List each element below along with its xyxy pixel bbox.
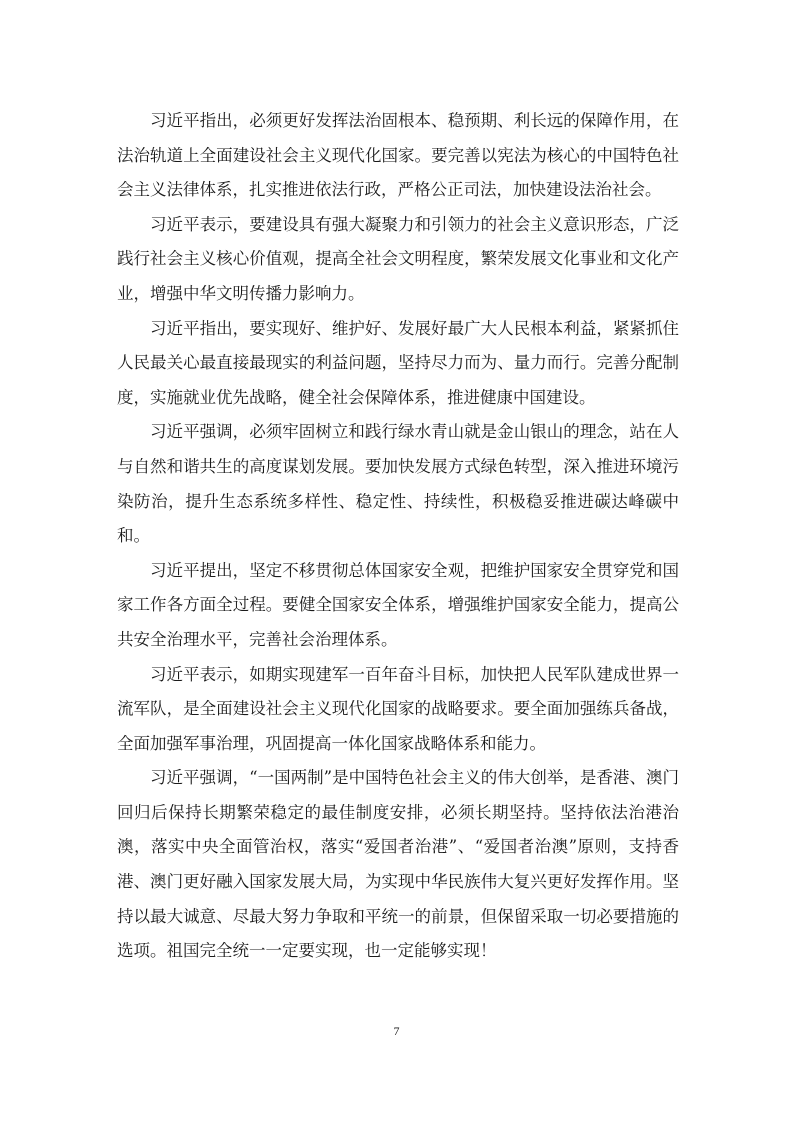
paragraph: 习近平提出，坚定不移贯彻总体国家安全观，把维护国家安全贯穿党和国家工作各方面全过程。要健全国家安全体系，增强维护国家安全能力，提高公共安全治理水平，完善社会治理体系。 <box>117 560 679 649</box>
page-number: 7 <box>393 1024 400 1038</box>
paragraph: 习近平指出，要实现好、维护好、发展好最广大人民根本利益，紧紧抓住人民最关心最直接最现实的利益问题，坚持尽力而为、量力而行。完善分配制度，实施就业优先战略，健全社会保障体系，推进健康中国建设。 <box>117 318 679 407</box>
paragraph: 习近平强调，必须牢固树立和践行绿水青山就是金山银山的理念，站在人与自然和谐共生的高度谋划发展。要加快发展方式绿色转型，深入推进环境污染防治，提升生态系统多样性、稳定性、持续性，积极稳妥推进碳达峰碳中和。 <box>117 422 679 546</box>
paragraph: 习近平表示，如期实现建军一百年奋斗目标，加快把人民军队建成世界一流军队，是全面建设社会主义现代化国家的战略要求。要全面加强练兵备战，全面加强军事治理，巩固提高一体化国家战略体系和能力。 <box>117 664 679 753</box>
paragraph: 习近平强调，“一国两制”是中国特色社会主义的伟大创举，是香港、澳门回归后保持长期繁荣稳定的最佳制度安排，必须长期坚持。坚持依法治港治澳，落实中央全面管治权，落实“爱国者治港”、“爱国者治澳”原则，支持香港、澳门更好融入国家发展大局，为实现中华民族伟大复兴更好发挥作用。坚持以最大诚意、尽最大努力争取和平统一的前景，但保留采取一切必要措施的选项。祖国完全统一一定要实现，也一定能够实现！ <box>117 768 679 961</box>
paragraph: 习近平指出，必须更好发挥法治固根本、稳预期、利长远的保障作用，在法治轨道上全面建设社会主义现代化国家。要完善以宪法为核心的中国特色社会主义法律体系，扎实推进依法行政，严格公正司法，加快建设法治社会。 <box>117 111 679 200</box>
paragraph: 习近平表示，要建设具有强大凝聚力和引领力的社会主义意识形态，广泛践行社会主义核心价值观，提高全社会文明程度，繁荣发展文化事业和文化产业，增强中华文明传播力影响力。 <box>117 214 679 303</box>
body-text <box>117 104 679 969</box>
